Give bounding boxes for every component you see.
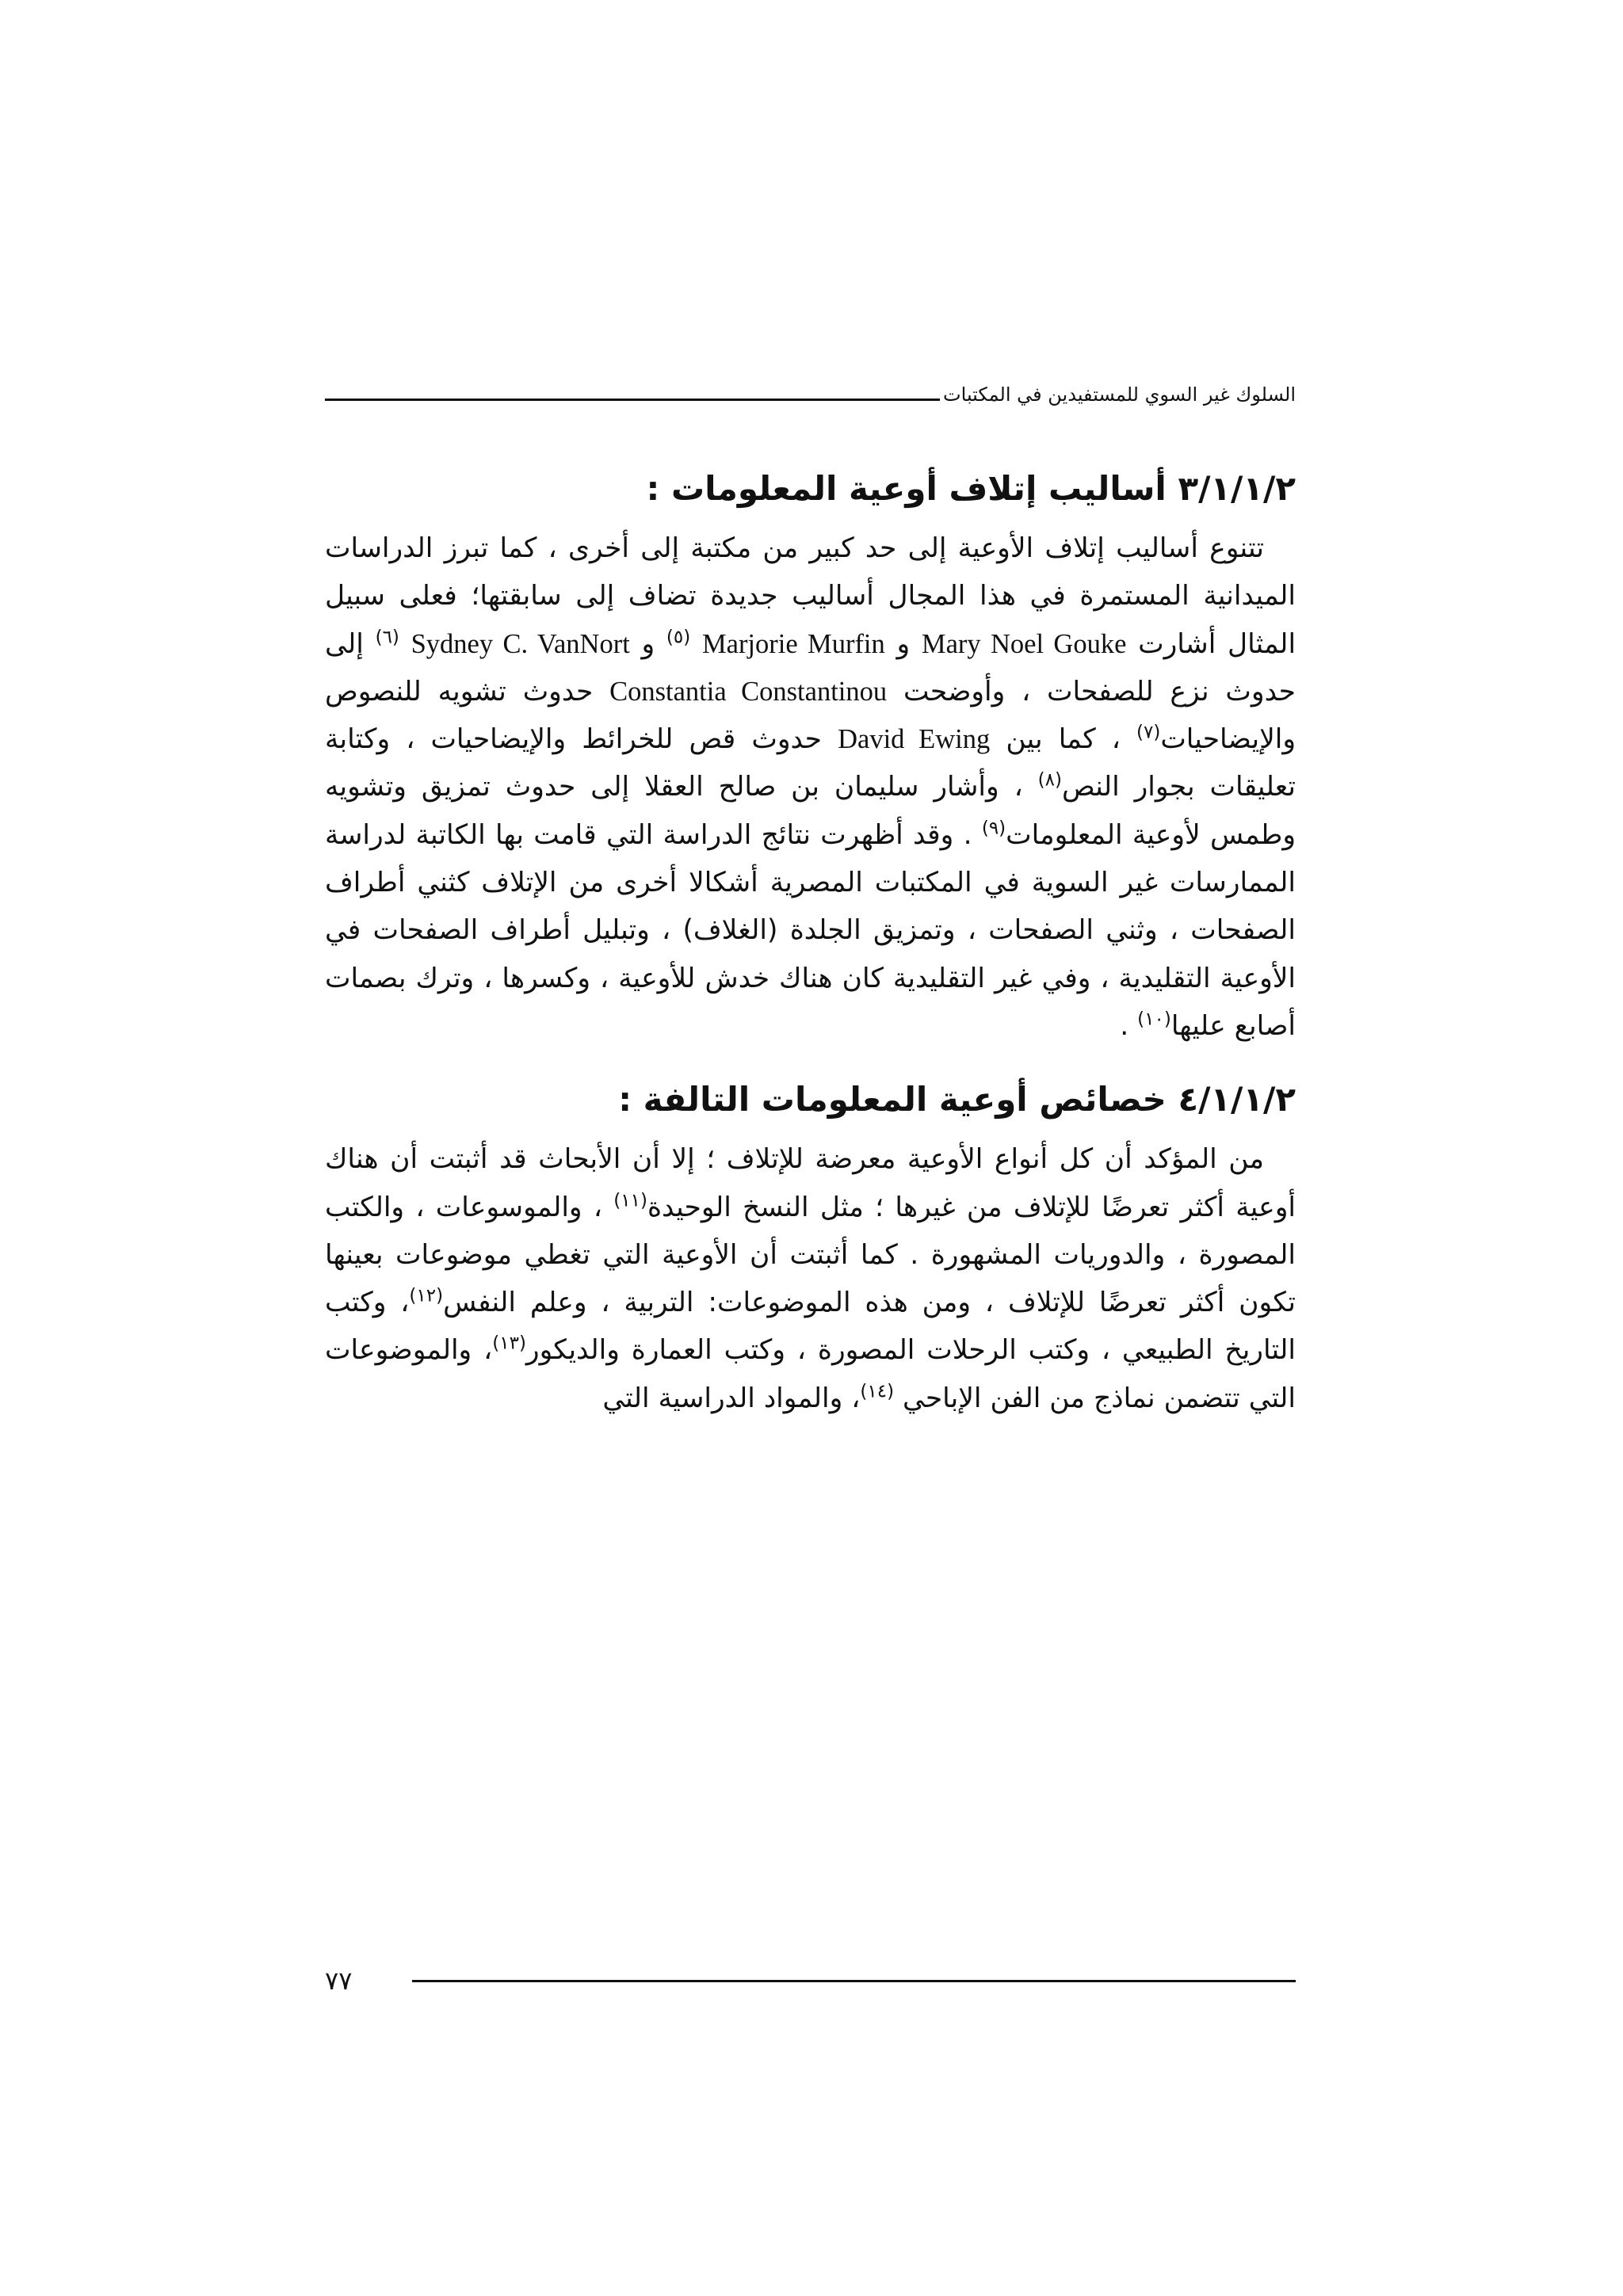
- footer-rule: [412, 1980, 1296, 1982]
- text-run: ، والموضوعات التي تتضمن نماذج من الفن الإباحي: [325, 1334, 1296, 1414]
- text-run: حدوث قص للخرائط والإيضاحيات ، وكتابة تعليقات بجوار النص: [325, 723, 1296, 803]
- text-run: ، كما بين: [990, 723, 1136, 756]
- section-heading-damage-methods: ٣/١/١/٢ أساليب إتلاف أوعية المعلومات :: [646, 469, 1296, 508]
- page-footer: [325, 1963, 1296, 1998]
- text-run: و: [884, 627, 922, 660]
- paragraph-damage-methods: [325, 524, 1296, 1050]
- footnote-ref: (٥): [666, 627, 691, 648]
- running-header: [325, 374, 1296, 406]
- text-run: حدوث تشويه للنصوص والإيضاحيات: [325, 675, 1296, 756]
- main-content: [325, 453, 1296, 1422]
- author-name: David Ewing: [838, 724, 991, 755]
- footnote-ref: (١١): [613, 1190, 647, 1211]
- running-title: السلوك غير السوي للمستفيدين في المكتبات: [943, 383, 1296, 406]
- footnote-ref: (٧): [1136, 722, 1161, 743]
- footnote-ref: (٨): [1037, 769, 1062, 791]
- author-name: Marjorie Murfin: [701, 628, 885, 659]
- footnote-ref: (١٣): [492, 1333, 526, 1354]
- text-run: ، والموسوعات ، والكتب المصورة ، والدوريات المشهورة . كما أثبتت أن الأوعية التي تغطي موضوعات بعينها تكون أكثر تعرضًا للإتلاف ، ومن هذه الموضوعات: التربية ، وعلم النفس: [325, 1191, 1296, 1319]
- text-run: و: [629, 627, 666, 660]
- header-rule: [325, 399, 940, 401]
- footnote-ref: (٦): [375, 627, 399, 648]
- text-run: ، والمواد الدراسية التي: [602, 1382, 861, 1414]
- text-run: من المؤكد أن كل أنواع الأوعية معرضة للإتلاف ؛ إلا أن الأبحاث قد أثبتت أن هناك أوعية أكثر تعرضًا للإتلاف من غيرها ؛ مثل النسخ الوحيدة: [325, 1143, 1296, 1223]
- text-run: . وقد أظهرت نتائج الدراسة التي قامت بها الكاتبة لدراسة الممارسات غير السوية في المكتبات المصرية أشكالا أخرى من الإتلاف كثني أطراف الصفحات ، وثني الصفحات ، وتمزيق الجلدة (الغلاف) ، وتبليل أطراف الصفحات في الأوعية التقليدية ، وفي غير التقليدية كان هناك خدش للأوعية ، وكسرها ، وترك بصمات أصابع عليها: [325, 818, 1296, 1042]
- text-run: .: [1120, 1009, 1138, 1042]
- author-name: Mary Noel Gouke: [921, 628, 1127, 659]
- page-number: ٧٧: [325, 1966, 353, 1996]
- footnote-ref: (١٢): [409, 1285, 444, 1306]
- text-run: ، وأشار سليمان بن صالح العقلا إلى حدوث تمزيق وتشويه وطمس لأوعية المعلومات: [325, 771, 1296, 851]
- section-heading-damaged-characteristics: ٤/١/١/٢ خصائص أوعية المعلومات التالفة :: [618, 1080, 1296, 1119]
- text-run: تتنوع أساليب إتلاف الأوعية إلى حد كبير من مكتبة إلى أخرى ، كما تبرز الدراسات الميدانية المستمرة في هذا المجال أساليب جديدة تضاف إلى سابقتها؛ فعلى سبيل المثال أشارت: [325, 532, 1296, 660]
- author-name: Constantia Constantinou: [609, 676, 888, 707]
- paragraph-damaged-characteristics: [325, 1135, 1296, 1422]
- footnote-ref: (٩): [981, 818, 1006, 839]
- footnote-ref: (١٤): [860, 1381, 895, 1402]
- text-run: إلى حدوث نزع للصفحات ، وأوضحت: [325, 627, 1296, 707]
- footnote-ref: (١٠): [1137, 1009, 1171, 1030]
- author-name: Sydney C. VanNort: [411, 628, 630, 659]
- text-run: ، وكتب التاريخ الطبيعي ، وكتب الرحلات المصورة ، وكتب العمارة والديكور: [325, 1287, 1296, 1367]
